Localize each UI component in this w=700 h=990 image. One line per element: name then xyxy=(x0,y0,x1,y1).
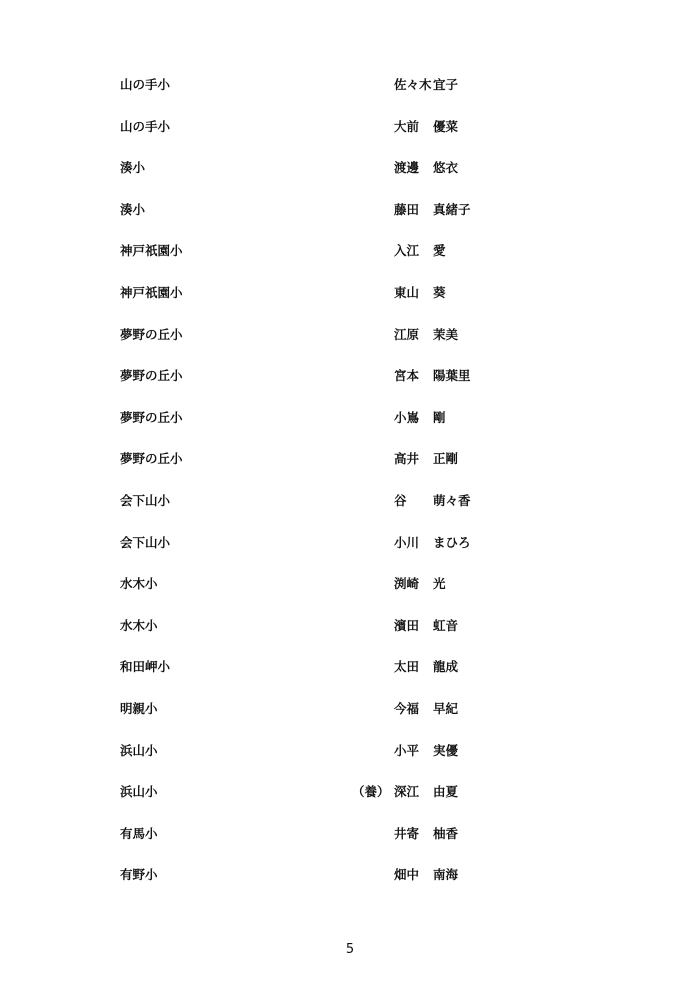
person-surname: 渕崎 xyxy=(394,576,420,592)
school-name: 和田岬小 xyxy=(120,659,171,675)
person-given-name: 優菜 xyxy=(433,118,459,134)
list-item xyxy=(0,491,700,533)
person-name xyxy=(394,533,471,553)
person-surname: 宮本 xyxy=(394,368,420,384)
person-surname: 谷 xyxy=(394,492,407,508)
person-given-name: 愛 xyxy=(433,243,446,259)
list-item xyxy=(0,782,700,824)
entry-list xyxy=(0,75,700,907)
person-surname: 佐々木 xyxy=(394,77,432,92)
list-item xyxy=(0,824,700,866)
school-name: 水木小 xyxy=(120,617,158,633)
page-number: 5 xyxy=(345,942,355,957)
person-surname: 渡邊 xyxy=(394,160,420,176)
person-surname: 小平 xyxy=(394,742,420,758)
person-given-name: 宜子 xyxy=(433,77,459,92)
person-name xyxy=(394,574,446,594)
person-given-name: 早紀 xyxy=(433,700,459,716)
person-given-name: 正剛 xyxy=(433,451,459,467)
person-given-name: 剛 xyxy=(433,409,446,425)
person-name xyxy=(394,449,458,469)
person-given-name: 真緒子 xyxy=(433,201,471,217)
school-name: 明親小 xyxy=(120,700,158,716)
person-name xyxy=(394,865,458,885)
person-name xyxy=(394,699,458,719)
person-given-name: 龍成 xyxy=(433,659,459,675)
list-item xyxy=(0,449,700,491)
person-given-name: 陽葉里 xyxy=(433,368,471,384)
list-item xyxy=(0,657,700,699)
person-name xyxy=(394,616,458,636)
person-surname: 入江 xyxy=(394,243,420,259)
person-name xyxy=(394,782,458,802)
list-item xyxy=(0,574,700,616)
person-given-name: 茉美 xyxy=(433,326,459,342)
school-name: 会下山小 xyxy=(120,492,171,508)
school-name: 会下山小 xyxy=(120,534,171,550)
school-name: 有馬小 xyxy=(120,825,158,841)
school-name: 山の手小 xyxy=(120,77,171,92)
school-name: 神戸祇園小 xyxy=(120,243,183,259)
person-name xyxy=(394,491,471,511)
person-surname: 深江 xyxy=(394,784,420,800)
list-item xyxy=(0,241,700,283)
person-given-name: 由夏 xyxy=(433,784,459,800)
list-item xyxy=(0,283,700,325)
person-surname: 今福 xyxy=(394,700,420,716)
school-name: 夢野の丘小 xyxy=(120,368,183,384)
person-name xyxy=(394,158,458,178)
person-given-name: 柚香 xyxy=(433,825,459,841)
person-surname: 畑中 xyxy=(394,867,420,883)
list-item xyxy=(0,865,700,907)
person-name xyxy=(394,117,458,137)
person-name xyxy=(394,325,458,345)
list-item xyxy=(0,158,700,200)
school-name: 湊小 xyxy=(120,201,146,217)
school-name: 夢野の丘小 xyxy=(120,451,183,467)
list-item xyxy=(0,366,700,408)
list-item xyxy=(0,741,700,783)
list-item xyxy=(0,325,700,367)
school-name: 水木小 xyxy=(120,576,158,592)
person-name xyxy=(394,824,458,844)
person-surname: 小川 xyxy=(394,534,420,550)
person-given-name: 実優 xyxy=(433,742,459,758)
entry-note: （養） xyxy=(352,784,390,800)
school-name: 山の手小 xyxy=(120,118,171,134)
person-given-name: まひろ xyxy=(433,534,471,550)
school-name: 夢野の丘小 xyxy=(120,326,183,342)
list-item xyxy=(0,75,700,117)
person-surname: 江原 xyxy=(394,326,420,342)
person-surname: 小嶌 xyxy=(394,409,420,425)
person-surname: 東山 xyxy=(394,284,420,300)
person-given-name: 虹音 xyxy=(433,617,459,633)
school-name: 夢野の丘小 xyxy=(120,409,183,425)
list-item xyxy=(0,616,700,658)
person-name xyxy=(394,283,446,303)
school-name: 有野小 xyxy=(120,867,158,883)
person-name xyxy=(394,200,471,220)
person-given-name: 萌々香 xyxy=(433,492,471,508)
list-item xyxy=(0,200,700,242)
person-surname: 太田 xyxy=(394,659,420,675)
person-name xyxy=(394,366,471,386)
person-given-name: 悠衣 xyxy=(433,160,459,176)
person-given-name: 光 xyxy=(433,576,446,592)
school-name: 浜山小 xyxy=(120,784,158,800)
list-item xyxy=(0,408,700,450)
person-given-name: 葵 xyxy=(433,284,446,300)
person-name xyxy=(394,408,446,428)
person-name xyxy=(394,241,446,261)
school-name: 神戸祇園小 xyxy=(120,284,183,300)
person-surname: 大前 xyxy=(394,118,420,134)
person-surname: 高井 xyxy=(394,451,420,467)
person-surname: 井寄 xyxy=(394,825,420,841)
person-surname: 藤田 xyxy=(394,201,420,217)
person-given-name: 南海 xyxy=(433,867,459,883)
person-name xyxy=(394,75,458,95)
school-name: 湊小 xyxy=(120,160,146,176)
list-item xyxy=(0,533,700,575)
person-name xyxy=(394,657,458,677)
list-item xyxy=(0,117,700,159)
list-item xyxy=(0,699,700,741)
school-name: 浜山小 xyxy=(120,742,158,758)
person-surname: 濱田 xyxy=(394,617,420,633)
person-name xyxy=(394,741,458,761)
